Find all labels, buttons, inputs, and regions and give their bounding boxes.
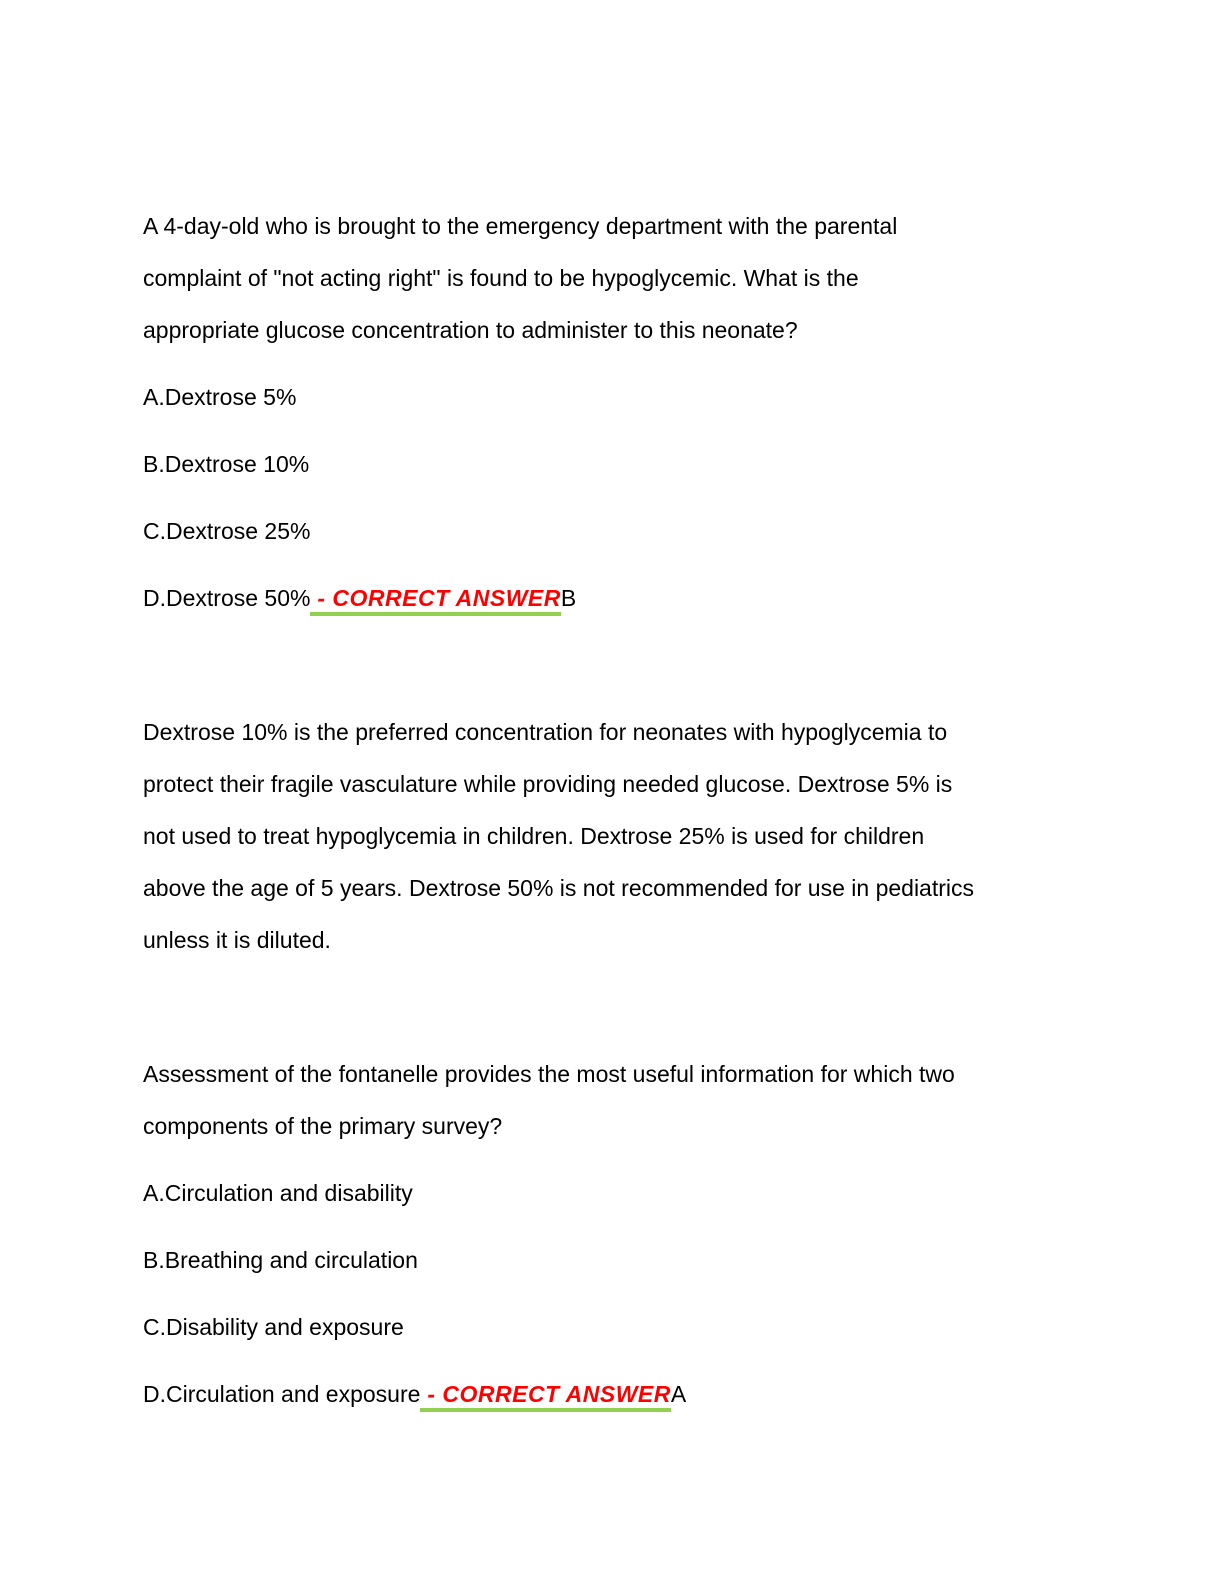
question2-answer-letter: A [670,1381,687,1407]
question2-stem-line1: Assessment of the fontanelle provides the most useful information for which two [143,1061,955,1087]
question2-option-d-answer-line [143,1368,1144,1420]
question2-option-d-label: D.Circulation and exposure [143,1381,421,1407]
question1-correct-answer-marker: - CORRECT ANSWER [310,585,560,616]
question1-option-c: C.Dextrose 25% [143,518,311,544]
explanation-line4: above the age of 5 years. Dextrose 50% is not recommended for use in pediatrics [143,875,975,901]
question1-option-b: B.Dextrose 10% [143,451,310,477]
explanation-line2: protect their fragile vasculature while providing needed glucose. Dextrose 5% is [143,771,953,797]
question2-correct-answer-marker: - CORRECT ANSWER [420,1381,670,1412]
question1-stem-line3: appropriate glucose concentration to administer to this neonate? [143,317,798,343]
question1-stem-line2: complaint of "not acting right" is found to be hypoglycemic. What is the [143,265,859,291]
question1-answer-letter: B [560,585,577,611]
question2-option-b: B.Breathing and circulation [143,1247,418,1273]
explanation-line5: unless it is diluted. [143,927,331,953]
blank-line [143,981,1144,1033]
question2-stem [143,1048,1144,1152]
blank-line [143,639,1144,691]
question1-stem-line1: A 4-day-old who is brought to the emergency department with the parental [143,213,898,239]
question1-stem [143,200,1144,356]
question1-option-a: A.Dextrose 5% [143,384,297,410]
explanation-line1: Dextrose 10% is the preferred concentration for neonates with hypoglycemia to [143,719,948,745]
question2-option-a: A.Circulation and disability [143,1180,413,1206]
question1-option-d-answer-line [143,572,1144,624]
question2-option-c: C.Disability and exposure [143,1314,404,1340]
explanation-paragraph [143,706,1144,966]
explanation-line3: not used to treat hypoglycemia in children. Dextrose 25% is used for children [143,823,925,849]
question2-stem-line2: components of the primary survey? [143,1113,503,1139]
question1-option-d-label: D.Dextrose 50% [143,585,311,611]
